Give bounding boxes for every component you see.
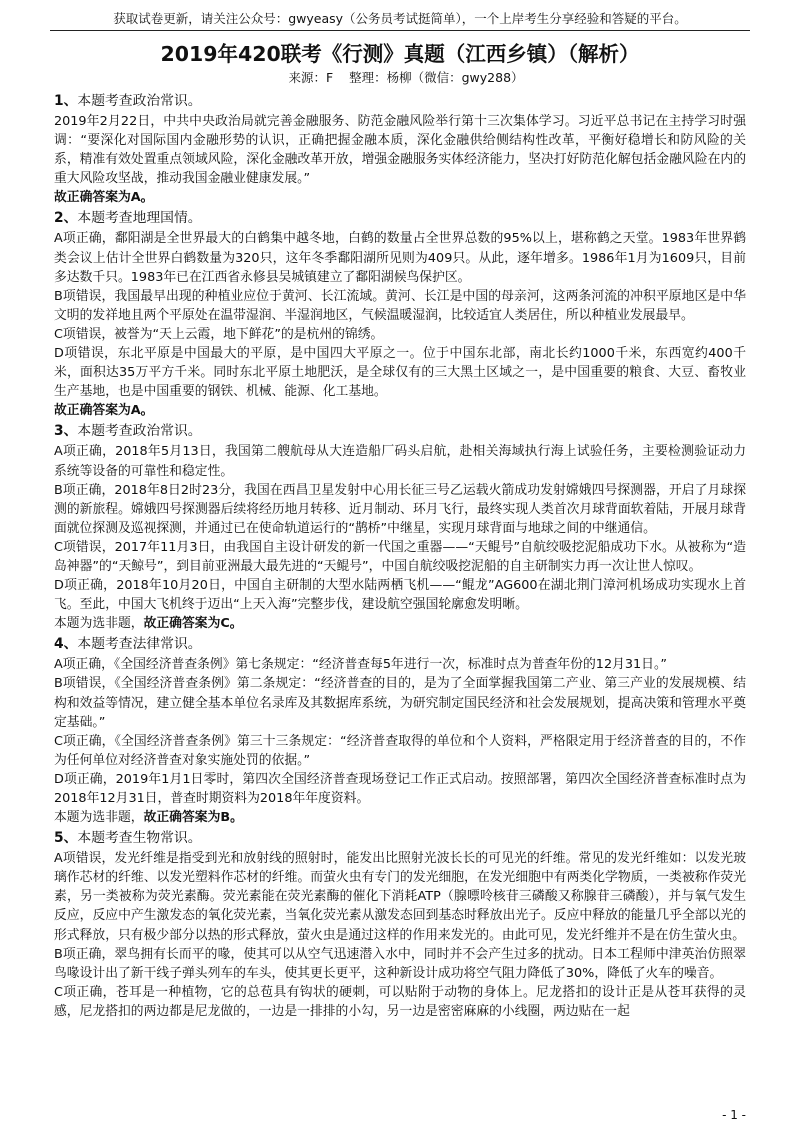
editor-label: 整理：杨柳（微信：gwy288） (349, 70, 524, 85)
paragraph: B项错误，《全国经济普查条例》第二条规定：“经济普查的目的，是为了全面掌握我国第二产业、第三产业的发展规模、结构和效益等情况，建立健全基本单位名录库及其数据库系统，为研究制定国民经济和社会发展规划，提高决策和管理水平奠定基础。” (54, 676, 746, 730)
promo-banner: 获取试卷更新，请关注公众号：gwyeasy（公务员考试挺简单），一个上岸考生分享经验和答疑的平台。 (50, 10, 750, 31)
paragraph: B项正确，2018年8日2时23分，我国在西昌卫星发射中心用长征三号乙运载火箭成功发射嫦娥四号探测器，开启了月球探测的新旅程。嫦娥四号探测器后续将经历地月转移、近月制动、环月飞行，最终实现人类首次月球背面软着陆，开展月球背面就位探测及巡视探测，并通过已在使命轨道运行的“鹊桥”中继星，实现月球背面与地球之间的中继通信。 (54, 482, 746, 536)
answer-text: 故正确答案为C。 (143, 616, 243, 632)
question-heading (54, 91, 746, 112)
question-topic: 本题考查生物常识。 (77, 830, 202, 847)
question-3 (54, 421, 746, 633)
question-number: 1、 (54, 93, 78, 109)
paragraph: B项错误，我国最早出现的种植业应位于黄河、长江流域。黄河、长江是中国的母亲河，这两条河流的冲积平原地区是中华文明的发祥地且两个平原处在温带湿润、半湿润地区，气候温暖湿润，比较适宜人类居住，所以种植业发展最早。 (54, 288, 746, 323)
meta-line (54, 69, 746, 87)
question-heading (54, 421, 746, 442)
answer-text: 故正确答案为B。 (143, 810, 243, 826)
paragraph: A项正确，2018年5月13日，我国第二艘航母从大连造船厂码头启航，赴相关海域执行海上试验任务，主要检测验证动力系统等设备的可靠性和稳定性。 (54, 444, 746, 479)
question-1 (54, 91, 746, 207)
answer-line: 故正确答案为A。 (54, 403, 154, 419)
paragraph: A项错误，发光纤维是指受到光和放射线的照射时，能发出比照射光波长长的可见光的纤维。常见的发光纤维如：以发光玻璃作芯材的纤维、以发光塑料作芯材的纤维。而萤火虫有专门的发光细胞，在发光细胞中有两类化学物质，一类被称作荧光素，另一类被称为荧光素酶。荧光素能在荧光素酶的催化下消耗ATP（腺嘌呤核苷三磷酸又称腺苷三磷酸），并与氧气发生反应，反应中产生激发态的氧化荧光素，当氧化荧光素从激发态回到基态时释放出光子。反应中释放的能量几乎全部以光的形式释放，只有极少部分以热的形式释放，萤火虫是通过这样的作用来发光的。由此可见，发光纤维并不是在仿生萤火虫。 (54, 851, 746, 943)
paragraph: A项正确，鄱阳湖是全世界最大的白鹤集中越冬地，白鹤的数量占全世界总数的95%以上，堪称鹤之天堂。1983年世界鹤类会议上估计全世界白鹤数量为320只，这年冬季鄱阳湖所见则为409只。从此，逐年增多。1986年1月为1609只，目前多达数千只。1983年已在江西省永修县吴城镇建立了鄱阳湖候鸟保护区。 (54, 231, 746, 285)
paragraph: C项错误，被誉为“天上云霞，地下鲜花”的是杭州的锦绣。 (54, 326, 384, 342)
paragraph: D项错误，东北平原是中国最大的平原，是中国四大平原之一。位于中国东北部，南北长约1000千米，东西宽约400千米，面积达35万平方千米。同时东北平原土地肥沃，是全球仅有的三大黑土区域之一，是中国重要的粮食、大豆、畜牧业生产基地，也是中国重要的钢铁、机械、能源、化工基地。 (54, 346, 746, 400)
answer-line (54, 614, 746, 633)
source-label: 来源：F (288, 70, 334, 85)
question-number: 5、 (54, 830, 78, 847)
paragraph: C项正确，苍耳是一种植物，它的总苞具有钩状的硬刺，可以贴附于动物的身体上。尼龙搭扣的设计正是从苍耳获得的灵感，尼龙搭扣的两边都是尼龙做的，一边是一排排的小勾，另一边是密密麻麻的小线圈，两边贴在一起 (54, 984, 746, 1019)
answer-line (54, 808, 746, 827)
paragraph: B项正确，翠鸟拥有长而平的喙，使其可以从空气迅速潜入水中，同时并不会产生过多的扰动。日本工程师中津英治仿照翠鸟喙设计出了新干线子弹头列车的车头，使其更长更平，这种新设计成功将空气阻力降低了30%，降低了火车的噪音。 (54, 946, 746, 981)
question-number: 3、 (54, 423, 78, 440)
answer-line: 故正确答案为A。 (54, 190, 154, 206)
question-topic: 本题考查政治常识。 (77, 93, 202, 109)
paragraph: C项正确，《全国经济普查条例》第三十三条规定：“经济普查取得的单位和个人资料，严格限定用于经济普查的目的，不作为任何单位对经济普查对象实施处罚的依据。” (54, 733, 746, 768)
question-heading (54, 634, 746, 655)
paragraph: 2019年2月22日，中共中央政治局就完善金融服务、防范金融风险举行第十三次集体学习。习近平总书记在主持学习时强调：“要深化对国际国内金融形势的认识，正确把握金融本质，深化金融供给侧结构性改革，平衡好稳增长和防风险的关系，精准有效处置重点领域风险，深化金融改革开放，增强金融服务实体经济能力，坚决打好防范化解包括金融风险在内的重大风险攻坚战，推动我国金融业健康发展。” (54, 114, 746, 187)
answer-prefix: 本题为选非题， (54, 616, 144, 632)
question-2 (54, 208, 746, 420)
question-4 (54, 634, 746, 827)
page-number: - 1 - (722, 1108, 746, 1122)
question-topic: 本题考查地理国情。 (77, 210, 202, 227)
question-topic: 本题考查政治常识。 (77, 423, 202, 440)
question-topic: 本题考查法律常识。 (77, 636, 202, 653)
question-heading (54, 208, 746, 229)
answer-prefix: 本题为选非题， (54, 810, 144, 826)
question-heading (54, 828, 746, 849)
paragraph: A项正确，《全国经济普查条例》第七条规定：“经济普查每5年进行一次，标准时点为普查年份的12月31日。” (54, 657, 667, 673)
page-title: 2019年420联考《行测》真题（江西乡镇）（解析） (160, 42, 640, 66)
paragraph: C项错误，2017年11月3日，由我国自主设计研发的新一代国之重器——“天鲲号”自航绞吸挖泥船成功下水。从被称为“造岛神器”的“天鲸号”，到目前亚洲最大最先进的“天鲲号”，中国自航绞吸挖泥船的自主研制实力再一次让世人惊叹。 (54, 539, 746, 574)
question-5 (54, 828, 746, 1021)
question-number: 2、 (54, 210, 78, 227)
question-number: 4、 (54, 636, 78, 653)
paragraph: D项正确，2018年10月20日，中国自主研制的大型水陆两栖飞机——“鲲龙”AG600在湖北荆门漳河机场成功实现水上首飞。至此，中国大飞机终于迈出“上天入海”完整步伐，建设航空强国轮廓愈发明晰。 (54, 578, 746, 613)
paragraph: D项正确，2019年1月1日零时，第四次全国经济普查现场登记工作正式启动。按照部署，第四次全国经济普查标准时点为2018年12月31日，普查时期资料为2018年年度资料。 (54, 771, 746, 806)
